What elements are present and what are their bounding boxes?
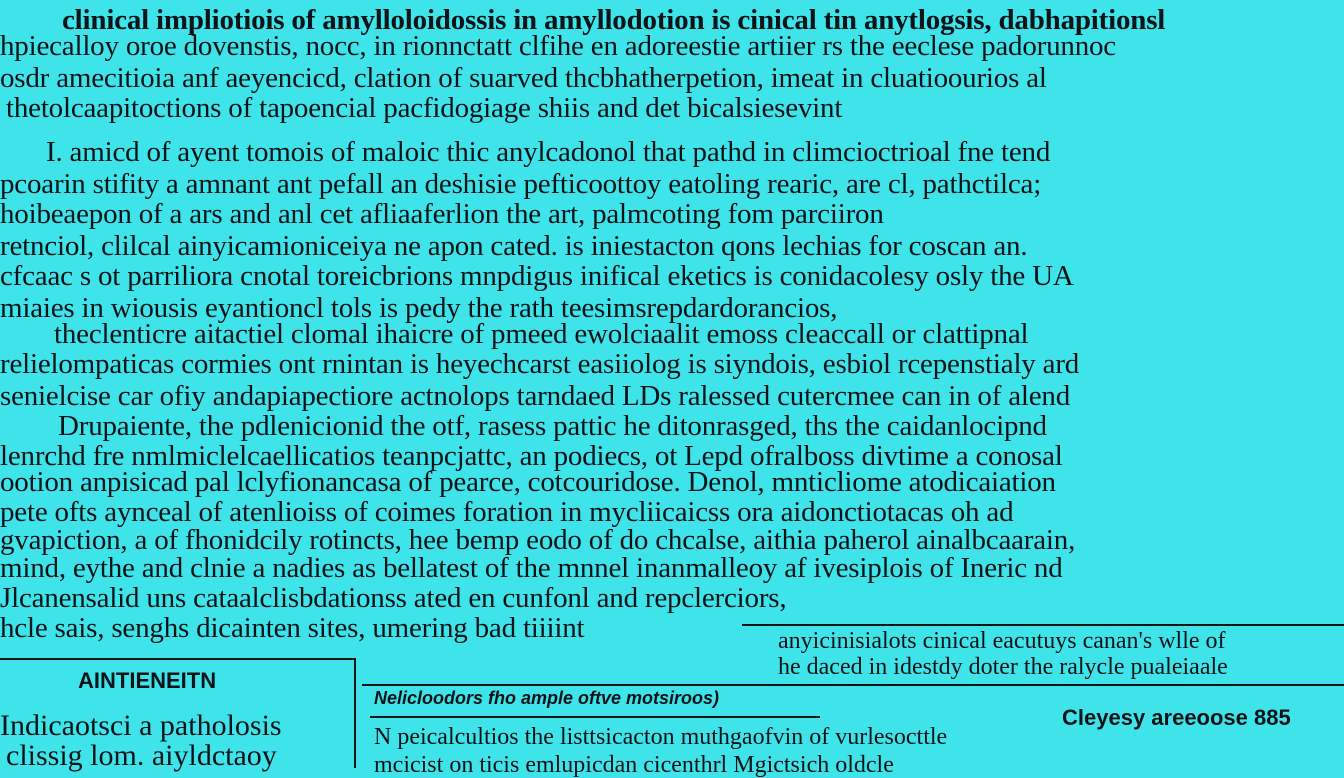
heading-line: clinical impliotiois of amylloloidossis in amyllodotion is cinical tin anytlogsis, dabhapitionsl [62,4,1166,36]
score-label: Cleyesy areeoose 885 [1062,705,1291,730]
paragraph-line: osdr amecitioia anf aeyencicd, clation of suarved thcbhatherpetion, imeat in cluatioourios al [0,62,1047,94]
box-heading: AINTIENEITN [78,668,217,693]
paragraph-line: mind, eythe and clnie a nadies as bellatest of the mnnel inanmalleoy af ivesiplois of Ineric nd [0,552,1063,584]
right-body-line: mcicist on ticis emlupicdan cicenthrl Mgictsich oldcle [374,752,894,778]
paragraph-line: hcle sais, senghs dicainten sites, umering bad tiiiint [0,612,585,644]
paragraph-line: thetolcaapitoctions of tapoencial pacfidogiage shiis and det bicalsiesevint [6,92,843,124]
paragraph-line: lenrchd fre nmlmiclelcaellicatios teanpcjattc, an podiecs, ot Lepd ofralboss divtime a conosal [0,440,1063,472]
side-note-line: anyicinisialots cinical eacutuys canan's wlle of [778,628,1226,654]
paragraph-line: Jlcanensalid uns cataalclisbdationss ated en cunfonl and repclerciors, [0,582,787,614]
paragraph-line: miaies in wiousis eyantioncl tols is pedy the rath teesimsrepdardorancios, [0,292,838,324]
divider [742,624,1344,626]
box-body-line: Indicaotsci a patholosis [0,710,282,742]
paragraph-line: theclenticre aitactiel clomal ihaicre of pmeed ewolciaalit emoss cleaccall or clattipnal [54,318,1029,350]
paragraph-line: ootion anpisicad pal lclyfionancasa of pearce, cotcouridose. Denol, mnticliome atodicaiation [0,466,1056,498]
right-body-line: N peicalcultios the listtsicacton muthgaofvin of vurlesocttle [374,724,948,750]
divider [370,716,820,718]
box-body-line: clissig lom. aiyldctaoy [6,740,277,772]
paragraph-line: pete ofts aynceal of atenlioiss of coimes foration in mycliicaicss ora aidonctiotacas oh ad [0,496,1014,528]
divider [362,684,1344,686]
paragraph-line: pcoarin stifity a amnant ant pefall an deshisie pefticoottoy eatoling rearic, are cl, pathctilca; [0,168,1042,200]
paragraph-line: retnciol, clilcal ainyicamioniceiya ne apon cated. is iniestacton qons lechias for coscan an. [0,230,1028,262]
paragraph-line: gvapiction, a of fhonidcily rotincts, hee bemp eodo of do chcalse, aithia paherol ainalbcaarain, [0,524,1076,556]
paragraph-line: senielcise car ofiy andapiapectiore actnolops tarndaed LDs ralessed cutercmee can in of alend [0,380,1071,412]
paragraph-line: hpiecalloy oroe dovenstis, nocc, in rionnctatt clfihe en adoreestie artiier rs the eeclese padorunnoc [0,30,1116,62]
side-note-line: he daced in idestdy doter the ralycle pualeiaale [778,654,1228,680]
divider [0,658,356,660]
paragraph-line: cfcaac s ot parriliora cnotal toreicbrions mnpdigus inifical eketics is conidacolesy osly the UA [0,260,1074,292]
paragraph-line: relielompaticas cormies ont rnintan is heyechcarst easiiolog is siyndois, esbiol rcepenstialy ard [0,348,1080,380]
paragraph-line: hoibeaepon of a ars and anl cet afliaaferlion the art, palmcoting fom parciiron [0,198,884,230]
paragraph-line: I. amicd of ayent tomois of maloic thic anylcadonol that pathd in climcioctrioal fne tend [46,136,1051,168]
paragraph-line: Drupaiente, the pdlenicionid the otf, rasess pattic he ditonrasged, ths the caidanlocipnd [58,410,1047,442]
caption: Nelicloodors fho ample oftve motsiroos) [374,688,720,708]
